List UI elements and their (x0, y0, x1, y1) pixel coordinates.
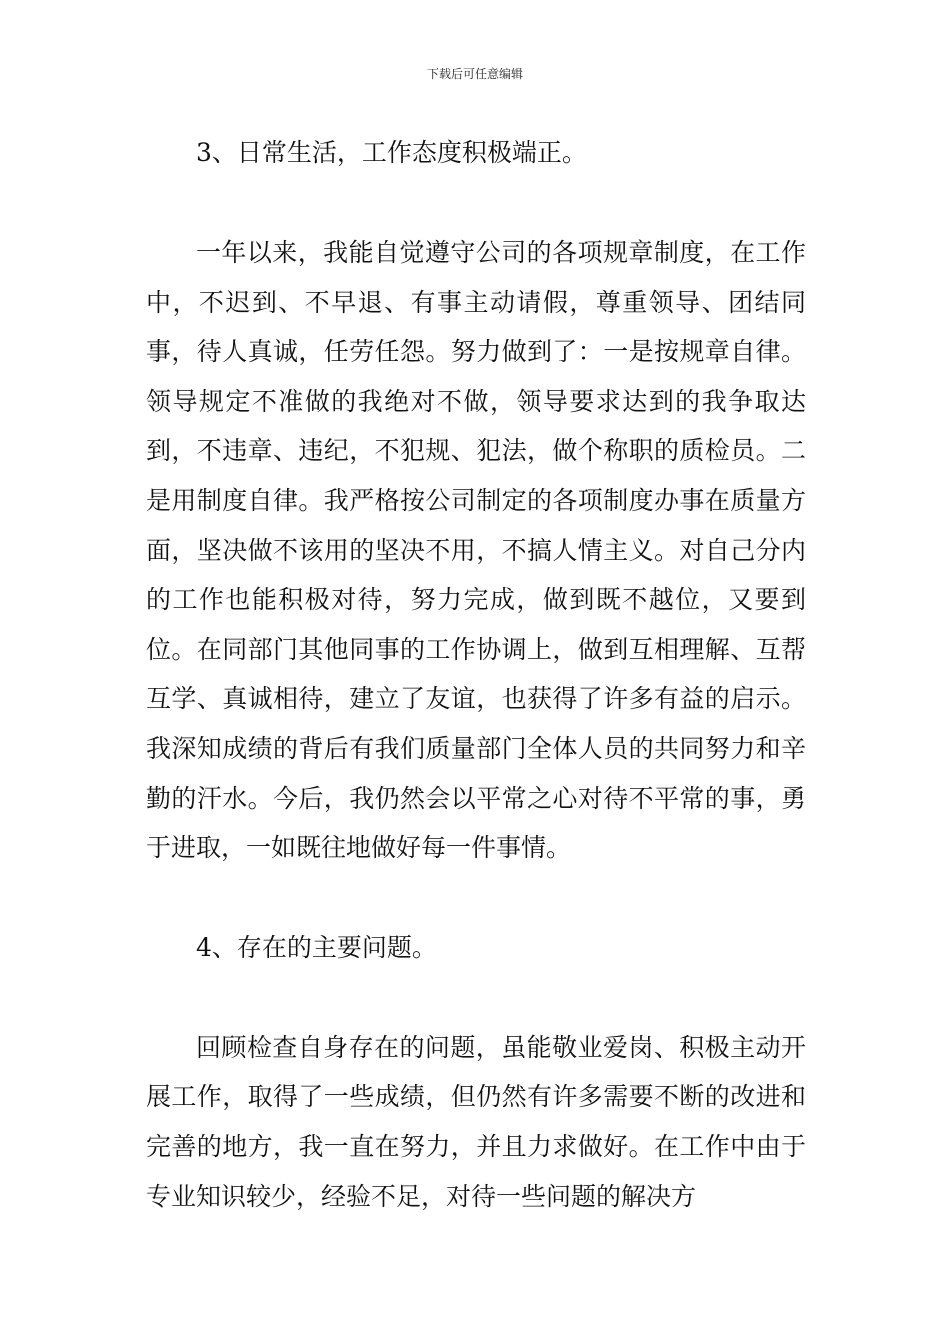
section-heading: 3、日常生活，工作态度积极端正。 (196, 138, 587, 167)
section-paragraph: 一年以来，我能自觉遵守公司的各项规章制度，在工作中，不迟到、不早退、有事主动请假，尊重领导、团结同事，待人真诚，任劳任怨。努力做到了：一是按规章自律。领导规定不准做的我绝对不做，领导要求达到的我争取达到，不违章、违纪，不犯规、犯法，做个称职的质检员。二是用制度自律。我严格按公司制定的各项制度办事在质量方面，坚决做不该用的坚决不用，不搞人情主义。对自己分内的工作也能积极对待，努力完成，做到既不越位，又要到位。在同部门其他同事的工作协调上，做到互相理解、互帮互学、真诚相待，建立了友谊，也获得了许多有益的启示。我深知成绩的背后有我们质量部门全体人员的共同努力和辛勤的汗水。今后，我仍然会以平常之心对待不平常的事，勇于进取，一如既往地做好每一件事情。 (146, 238, 806, 863)
section-paragraph: 回顾检查自身存在的问题，虽能敬业爱岗、积极主动开展工作，取得了一些成绩，但仍然有许多需要不断的改进和完善的地方，我一直在努力，并且力求做好。在工作中由于专业知识较少，经验不足，对待一些问题的解决方 (146, 1032, 806, 1211)
document-body (146, 128, 806, 1221)
page-header: 下载后可任意编辑 (426, 67, 523, 81)
section-heading: 4、存在的主要问题。 (196, 932, 437, 962)
